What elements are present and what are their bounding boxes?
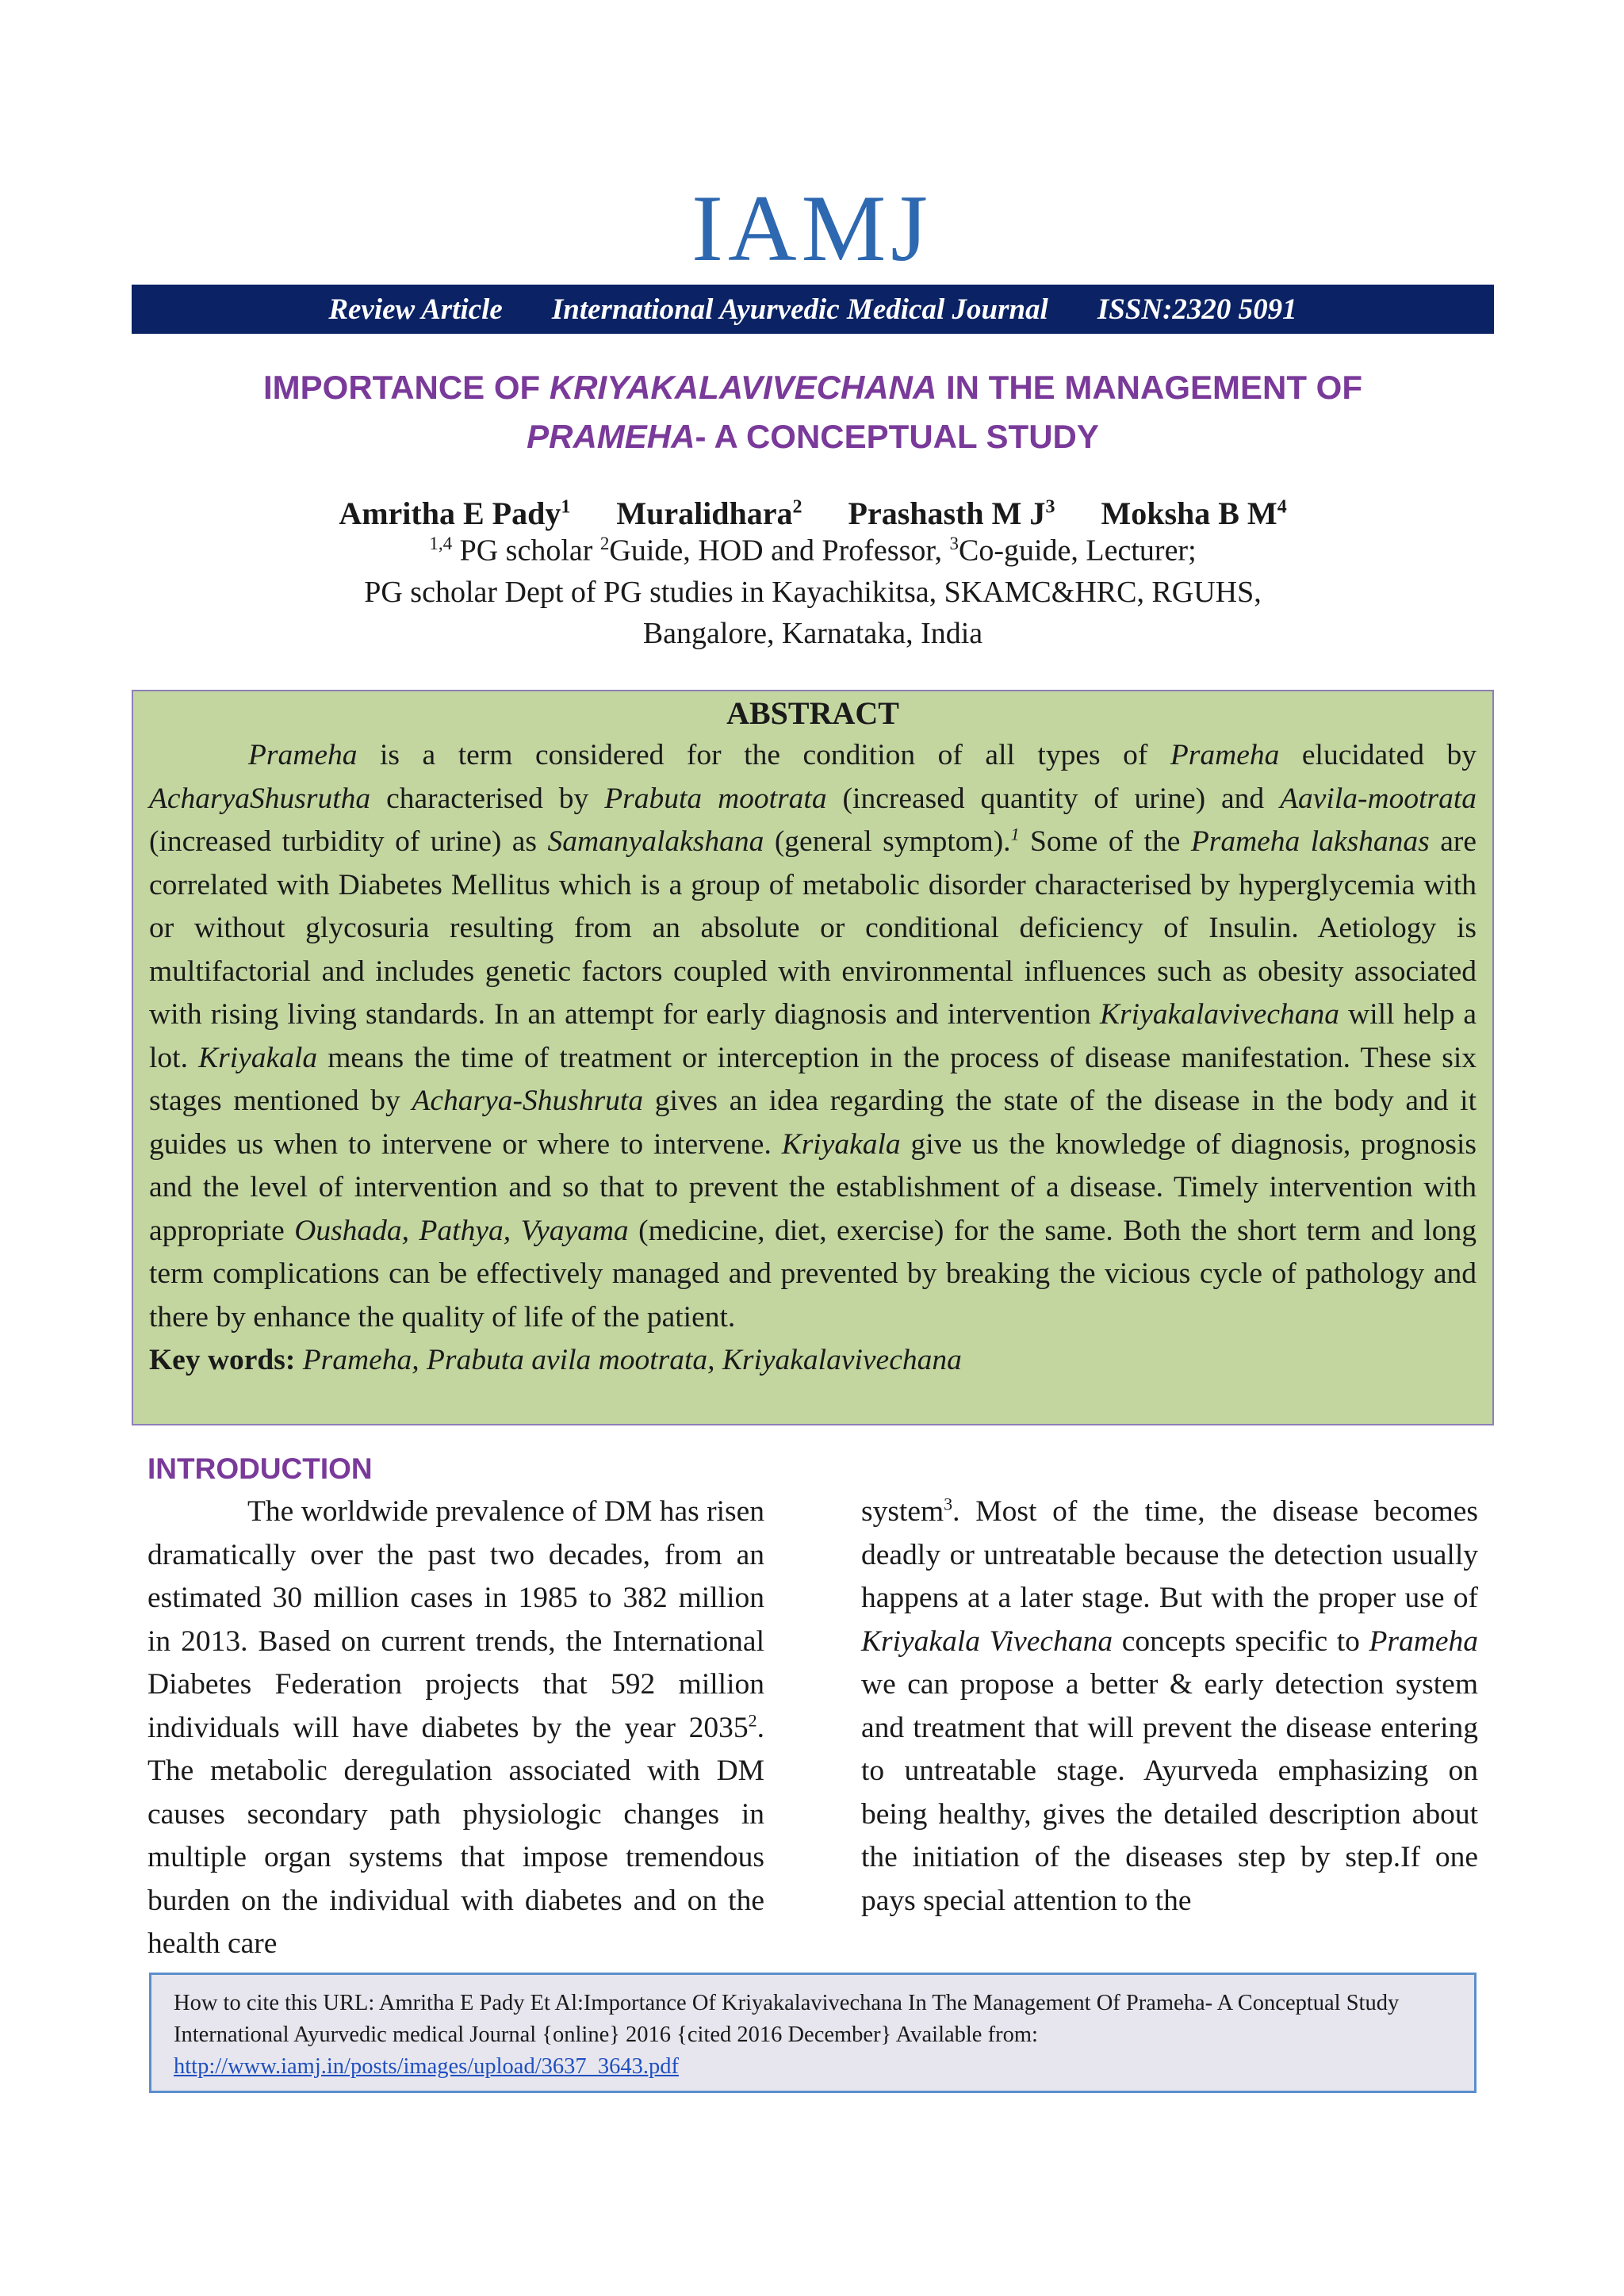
citation-link[interactable]: http://www.iamj.in/posts/images/upload/3637_3643.pdf <box>174 2054 679 2079</box>
author: Muralidhara$^2$ <box>616 496 802 532</box>
introduction-heading: INTRODUCTION <box>147 1452 373 1485</box>
abstract-heading: ABSTRACT <box>726 695 899 731</box>
author: Prashasth M $J^3$ <box>848 496 1055 532</box>
abstract-text: Prameha is a term considered for the condition of all types of Prameha elucidated by AcharyaShusrutha characterised by Prabuta mootrata (increased quantity of urine) and Aavila-mootrata (increased turbidity of urine) as Samanyalakshana (general symptom).$^1$ Some of the Prameha lakshanas are correlated with Diabetes Mellitus which is a group of metabolic disorder characterised by hyperglycemia with or without glycosuria resulting from an absolute or conditional deficiency of Insulin. Aetiology is multifactorial and includes genetic factors coupled with environmental influences such as obesity associated with rising living standards. In an attempt for early diagnosis and intervention Kriyakalavivechana will help a lot. Kriyakala means the time of treatment or interception in the process of disease manifestation. These six stages mentioned by Acharya-Shushruta gives an idea regarding the state of the disease in the body and it guides us when to intervene or where to intervene. Kriyakala give us the knowledge of diagnosis, prognosis and the level of intervention and so that to prevent the establishment of a disease. Timely intervention with appropriate Oushada, Pathya, Vyayama (medicine, diet, exercise) for the same. Both the short term and long term complications can be effectively managed and prevented by breaking the vicious cycle of pathology and there by enhance the quality of life of the patient. <box>149 739 1477 1334</box>
article-type: Review Article <box>328 293 503 326</box>
author: Moksha B $M^4$ <box>1101 496 1287 532</box>
journal-header-bar <box>132 285 1494 334</box>
journal-issn: ISSN:2320 5091 <box>1097 293 1297 326</box>
citation-text: How to cite this URL: Amritha E Pady Et Al:Importance Of Kriyakalavivechana In The Management Of Prameha- A Conceptual Study International Ayurvedic medical Journal {online} 2016 {cited 2016 December} Available from: <box>174 1991 1400 2047</box>
author-affiliations: $^{1,4}$ PG scholar $^2$Guide, HOD and Professor, $^3$Co-guide, Lecturer; PG scholar Dept of PG studies in Kayachikitsa, SKAMC&HRC, RGUHS, Bangalore, Karnataka, India <box>364 534 1262 650</box>
intro-column-right: system$^3$. Most of the time, the disease becomes deadly or untreatable because the detection usually happens at a later stage. But with the proper use of Kriyakala Vivechana concepts specific to Prameha we can propose a better & early detection system and treatment that will prevent the disease entering to untreatable stage. Ayurveda emphasizing on being healthy, gives the detailed description about the initiation of the diseases step by step.If one pays special attention to the <box>861 1494 1478 1917</box>
citation-box <box>149 1973 1477 2093</box>
author: Amritha E Pady$^1$ <box>339 496 571 532</box>
abstract-box <box>132 690 1494 1425</box>
article-title: IMPORTANCE OF KRIYAKALAVIVECHANA IN THE MANAGEMENT OF PRAMEHA- A CONCEPTUAL STUDY <box>262 369 1362 455</box>
journal-name: International Ayurvedic Medical Journal <box>551 293 1048 326</box>
intro-column-left: The worldwide prevalence of DM has risen dramatically over the past two decades, from an estimated 30 million cases in 1985 to 382 million in 2013. Based on current trends, the International Diabetes Federation projects that 592 million individuals will have diabetes by the year 2035$^2$. The metabolic deregulation associated with DM causes secondary path physiologic changes in multiple organ systems that impose tremendous burden on the individual with diabetes and on the health care <box>147 1495 764 1960</box>
keywords: Key words: Prameha, Prabuta avila mootrata, Kriyakalavivechana <box>149 1344 962 1376</box>
journal-logo: IAMJ <box>691 175 933 281</box>
